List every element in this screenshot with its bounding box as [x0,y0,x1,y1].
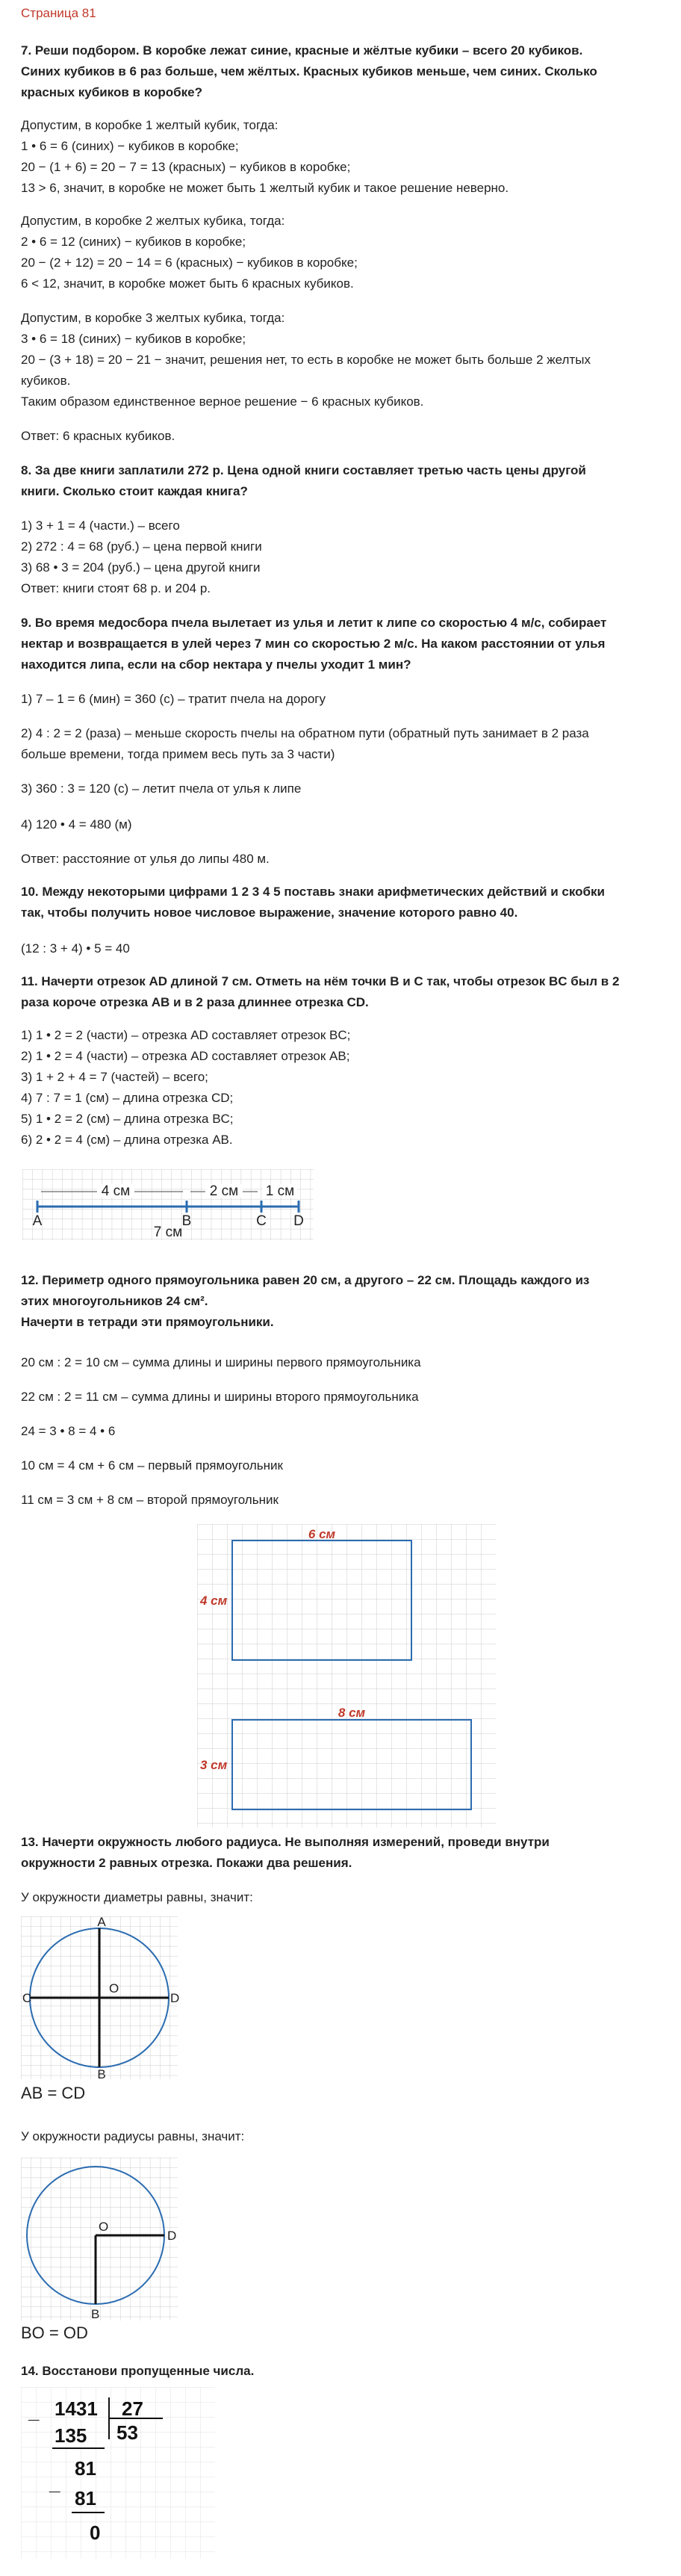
task10-question-line2: так, чтобы получить новое числовое выражение, значение которого равно 40. [21,905,518,920]
point-b-label: B [97,2067,106,2081]
task12-question-line2: этих многоугольников 24 см². [21,1294,208,1308]
task7-case1-line4: 13 > 6, значит, в коробке не может быть 1 желтый кубик и такое решение неверно. [21,181,509,195]
task7-case3-line1: Допустим, в коробке 3 желтых кубика, тогда: [21,311,285,325]
task12-question-line3: Начерти в тетради эти прямоугольники. [21,1315,274,1329]
task7-case3-line4: кубиков. [21,374,71,388]
minus-sign-1: _ [28,2400,40,2423]
task10-question-line1: 10. Между некоторыми цифрами 1 2 3 4 5 поставь знаки арифметических действий и скобки [21,885,605,899]
task8-question-line1: 8. За две книги заплатили 272 р. Цена одной книги составляет третью часть цены другой [21,463,586,477]
task11-step5: 5) 1 • 2 = 2 (см) – длина отрезка BC; [21,1112,234,1126]
task7-case3-line2: 3 • 6 = 18 (синих) − кубиков в коробке; [21,332,246,346]
task7-question-line1: 7. Реши подбором. В коробке лежат синие, красные и жёлтые кубики – всего 20 кубиков. [21,43,583,58]
task7-case2-line1: Допустим, в коробке 2 желтых кубика, тогда: [21,214,285,228]
point-b-label: B [181,1213,192,1229]
point-d-label: D [293,1213,304,1229]
label-ad: 7 см [153,1224,183,1240]
center-o-label: O [109,1981,119,1996]
task13-question-line1: 13. Начерти окружность любого радиуса. Не выполняя измерений, проведи внутри [21,1835,550,1849]
task9-step4: 4) 120 • 4 = 480 (м) [21,817,132,832]
task13-question-line2: окружности 2 равных отрезка. Покажи два решения. [21,1856,352,1870]
task12-step5: 11 см = 3 см + 8 см – второй прямоугольник [21,1493,279,1507]
task12-step1: 20 см : 2 = 10 см – сумма длины и ширины первого прямоугольника [21,1355,421,1369]
grid-background [21,2158,178,2320]
task7-case3-line3: 20 − (3 + 18) = 20 − 21 − значит, решения нет, то есть в коробке не может быть больше 2 желтых [21,353,591,367]
point-c-label: C [256,1213,267,1229]
task7-case2-line4: 6 < 12, значит, в коробке может быть 6 красных кубиков. [21,276,354,291]
diameters-equality: AB = CD [21,2084,86,2102]
point-a-label: A [32,1213,43,1229]
radii-equality: BO = OD [21,2323,88,2342]
quotient: 53 [116,2421,138,2444]
task7-case1-line2: 1 • 6 = 6 (синих) − кубиков в коробке; [21,139,239,153]
task14-question: 14. Восстанови пропущенные числа. [21,2364,255,2378]
label-bc: 2 см [209,1183,239,1199]
task12-step4: 10 см = 4 см + 6 см – первый прямоугольник [21,1458,283,1473]
task7-answer: Ответ: 6 красных кубиков. [21,429,175,443]
task7-question-line3: красных кубиков в коробке? [21,85,202,99]
task9-question-line1: 9. Во время медосбора пчела вылетает из улья и летит к липе со скоростью 4 м/с, собирает [21,616,607,630]
circle-radii-figure [21,2158,185,2344]
task9-step2-line2: больше времени, тогда примем весь путь за 3 части) [21,747,335,761]
task11-step4: 4) 7 : 7 = 1 (см) – длина отрезка CD; [21,1091,234,1105]
task12-step2: 22 см : 2 = 11 см – сумма длины и ширины второго прямоугольника [21,1390,419,1404]
point-d-label: D [167,2229,177,2243]
task9-step3: 3) 360 : 3 = 120 (с) – летит пчела от улья к липе [21,781,302,796]
grid-background [197,1524,496,1827]
task9-step2-line1: 2) 4 : 2 = 2 (раза) – меньше скорость пчелы на обратном пути (обратный путь занимает в 2 раза [21,726,589,740]
segment-figure [22,1169,314,1240]
task8-question-line2: книги. Сколько стоит каждая книга? [21,484,248,498]
rect2-height-label: 3 см [200,1758,228,1772]
task11-step1: 1) 1 • 2 = 2 (части) – отрезка AD составляет отрезок BC; [21,1028,351,1042]
remainder-2: 0 [90,2521,101,2544]
minus-sign-2: _ [49,2472,60,2495]
task7-case1-line3: 20 − (1 + 6) = 20 − 7 = 13 (красных) − кубиков в коробке; [21,160,351,174]
task11-question-line2: раза короче отрезка AB и в 2 раза длиннее отрезка CD. [21,995,369,1009]
center-o-label: O [99,2220,109,2234]
divisor: 27 [122,2397,143,2420]
long-division-figure [21,2387,215,2559]
remainder-1: 81 [75,2457,96,2480]
task7-case2-line3: 20 − (2 + 12) = 20 − 14 = 6 (красных) − кубиков в коробке; [21,256,358,270]
task7-conclusion: Таким образом единственное верное решение − 6 красных кубиков. [21,394,424,409]
task13-solution1-text: У окружности диаметры равны, значит: [21,1890,253,1904]
task12-question-line1: 12. Периметр одного прямоугольника равен 20 см, а другого – 22 см. Площадь каждого из [21,1273,590,1287]
point-a-label: A [97,1916,106,1929]
task7-case2-line2: 2 • 6 = 12 (синих) − кубиков в коробке; [21,235,246,249]
task7-question-line2: Синих кубиков в 6 раз больше, чем жёлтых. Красных кубиков меньше, чем синих. Сколько [21,64,597,78]
task9-answer: Ответ: расстояние от улья до липы 480 м. [21,852,270,866]
task8-answer: Ответ: книги стоят 68 р. и 204 р. [21,581,211,595]
task8-step3: 3) 68 • 3 = 204 (руб.) – цена другой книги [21,560,261,575]
task11-question-line1: 11. Начерти отрезок AD длиной 7 см. Отметь на нём точки B и C так, чтобы отрезок BC был в 2 [21,974,620,988]
subtrahend-1: 135 [55,2424,87,2447]
task11-step3: 3) 1 + 2 + 4 = 7 (частей) – всего; [21,1070,208,1084]
page-title: Страница 81 [21,6,96,20]
rect2-width-label: 8 см [338,1706,366,1720]
task10-solution: (12 : 3 + 4) • 5 = 40 [21,941,130,956]
label-cd: 1 см [265,1183,295,1199]
dividend: 1431 [55,2397,98,2420]
task13-solution2-text: У окружности радиусы равны, значит: [21,2129,245,2143]
task9-question-line3: находится липа, если на сбор нектара у пчелы уходит 1 мин? [21,657,411,672]
rectangles-figure [197,1524,496,1827]
task9-step1: 1) 7 – 1 = 6 (мин) = 360 (с) – тратит пчела на дорогу [21,692,326,706]
task7-case1-line1: Допустим, в коробке 1 желтый кубик, тогда: [21,118,279,132]
task12-step3: 24 = 3 • 8 = 4 • 6 [21,1424,116,1438]
circle-diameters-figure [21,1916,185,2103]
point-d-label: D [170,1991,180,2005]
rect1-width-label: 6 см [308,1527,336,1541]
subtrahend-2: 81 [75,2487,96,2510]
label-ab: 4 см [101,1183,131,1199]
task11-step6: 6) 2 • 2 = 4 (см) – длина отрезка AB. [21,1133,233,1147]
task11-step2: 2) 1 • 2 = 4 (части) – отрезка AD составляет отрезок AB; [21,1049,350,1063]
task9-question-line2: нектар и возвращается в улей через 7 мин со скоростью 2 м/с. На каком расстоянии от улья [21,637,606,651]
point-b-label: B [91,2307,100,2321]
task8-step1: 1) 3 + 1 = 4 (части.) – всего [21,518,180,533]
rect1-height-label: 4 см [200,1594,228,1608]
point-c-label: C [22,1991,32,2005]
task8-step2: 2) 272 : 4 = 68 (руб.) – цена первой книги [21,539,262,554]
